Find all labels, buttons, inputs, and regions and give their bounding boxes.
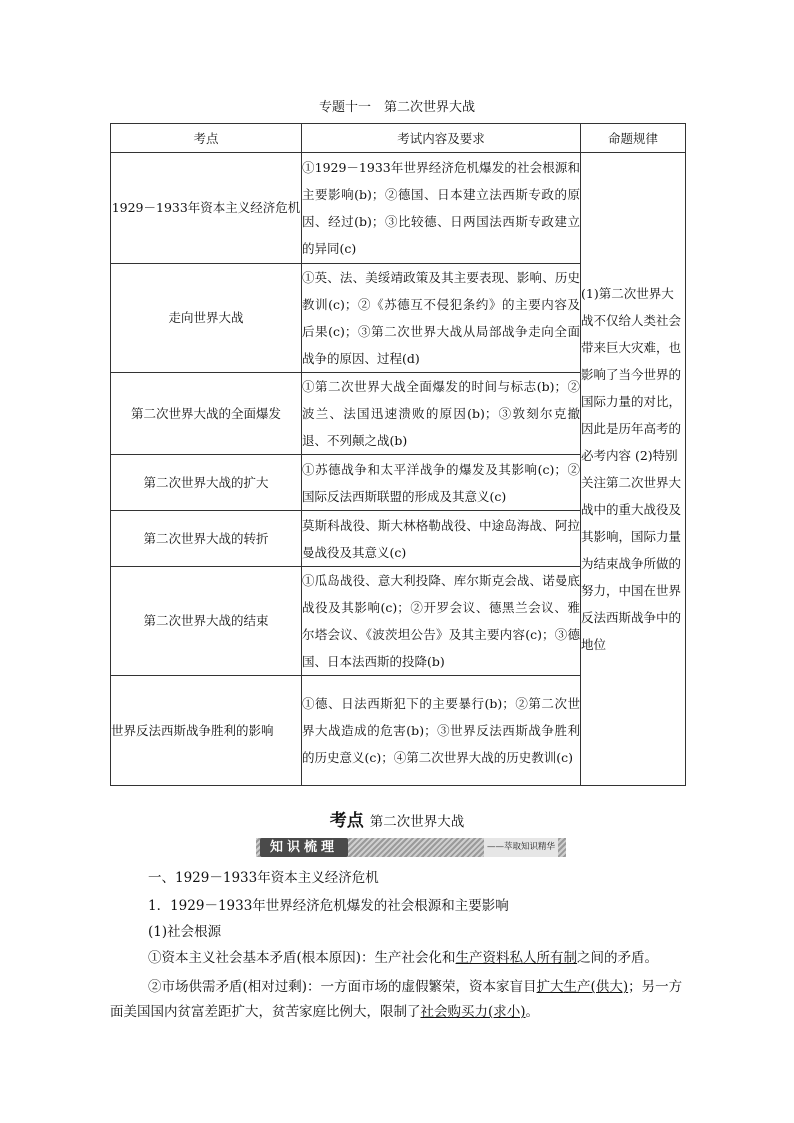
page-title: 专题十一 第二次世界大战 xyxy=(318,100,475,115)
banner-tag: 知识梳理 xyxy=(260,838,348,857)
table-header-row xyxy=(111,124,686,153)
underlined-answer: 扩大生产(供大) xyxy=(536,979,629,995)
topic-cell: 第二次世界大战的转折 xyxy=(111,511,302,567)
topic-cell: 第二次世界大战的扩大 xyxy=(111,455,302,511)
header-rule: 命题规律 xyxy=(581,124,686,153)
content-cell: ①第二次世界大战全面爆发的时间与标志(b)；②波兰、法国迅速溃败的原因(b)；③敦刻尔克撤退、不列颠之战(b) xyxy=(302,373,581,455)
paragraph-text: 。 xyxy=(525,1004,540,1020)
underlined-answer: 生产资料私人所有制 xyxy=(455,950,578,966)
heading-level-1: 一、1929－1933年资本主义经济危机 xyxy=(148,870,379,886)
syllabus-table xyxy=(110,123,686,786)
header-content: 考试内容及要求 xyxy=(302,124,581,153)
topic-cell: 走向世界大战 xyxy=(111,264,302,373)
table-row xyxy=(111,153,686,264)
paragraph-text: 之间的矛盾。 xyxy=(577,950,659,966)
banner-slogan: ——萃取知识精华 xyxy=(484,838,558,857)
topic-cell: 第二次世界大战的结束 xyxy=(111,567,302,676)
section-heading-sub: 第二次世界大战 xyxy=(369,814,465,830)
paragraph xyxy=(148,946,723,970)
subheading: (1)社会根源 xyxy=(148,924,222,940)
underlined-answer: 社会购买力(求小) xyxy=(420,1004,526,1020)
content-cell: ①瓜岛战役、意大利投降、库尔斯克会战、诺曼底战役及其影响(c)；②开罗会议、德黑兰会议、雅尔塔会议、《波茨坦公告》及其主要内容(c)；③德国、日本法西斯的投降(b) xyxy=(302,567,581,676)
topic-cell: 第二次世界大战的全面爆发 xyxy=(111,373,302,455)
paragraph-text: ；另一方面美国国内贫富差距扩大，贫苦家庭比例大，限制了 xyxy=(110,979,683,1020)
content-cell: 莫斯科战役、斯大林格勒战役、中途岛海战、阿拉曼战役及其意义(c) xyxy=(302,511,581,567)
content-cell: ①英、法、美绥靖政策及其主要表现、影响、历史教训(c)；②《苏德互不侵犯条约》的主要内容及后果(c)；③第二次世界大战从局部战争走向全面战争的原因、过程(d) xyxy=(302,264,581,373)
content-cell: ①苏德战争和太平洋战争的爆发及其影响(c)；②国际反法西斯联盟的形成及其意义(c) xyxy=(302,455,581,511)
section-heading xyxy=(0,806,794,831)
content-cell: ①德、日法西斯犯下的主要暴行(b)；②第二次世界大战造成的危害(b)；③世界反法西斯战争胜利的历史意义(c)；④第二次世界大战的历史教训(c) xyxy=(302,676,581,786)
heading-level-2: 1．1929－1933年世界经济危机爆发的社会根源和主要影响 xyxy=(148,898,509,914)
topic-cell: 世界反法西斯战争胜利的影响 xyxy=(111,676,302,786)
knowledge-banner xyxy=(256,838,566,857)
topic-cell: 1929－1933年资本主义经济危机 xyxy=(111,153,302,264)
paragraph xyxy=(110,975,685,1025)
content-cell: ①1929－1933年世界经济危机爆发的社会根源和主要影响(b)；②德国、日本建立法西斯专政的原因、经过(b)；③比较德、日两国法西斯专政建立的异同(c) xyxy=(302,153,581,264)
paragraph-text: ①资本主义社会基本矛盾(根本原因)：生产社会化和 xyxy=(148,950,456,966)
header-topic: 考点 xyxy=(111,124,302,153)
section-heading-big: 考点 xyxy=(329,811,364,831)
rule-cell: (1)第二次世界大战不仅给人类社会带来巨大灾难，也影响了当今世界的国际力量的对比，因此是历年高考的必考内容 (2)特别关注第二次世界大战中的重大战役及其影响，国际力量为结束战争所做的努力，中国在世界反法西斯战争中的地位 xyxy=(581,153,686,786)
paragraph-text: ②市场供需矛盾(相对过剩)：一方面市场的虚假繁荣，资本家盲目 xyxy=(148,979,537,995)
